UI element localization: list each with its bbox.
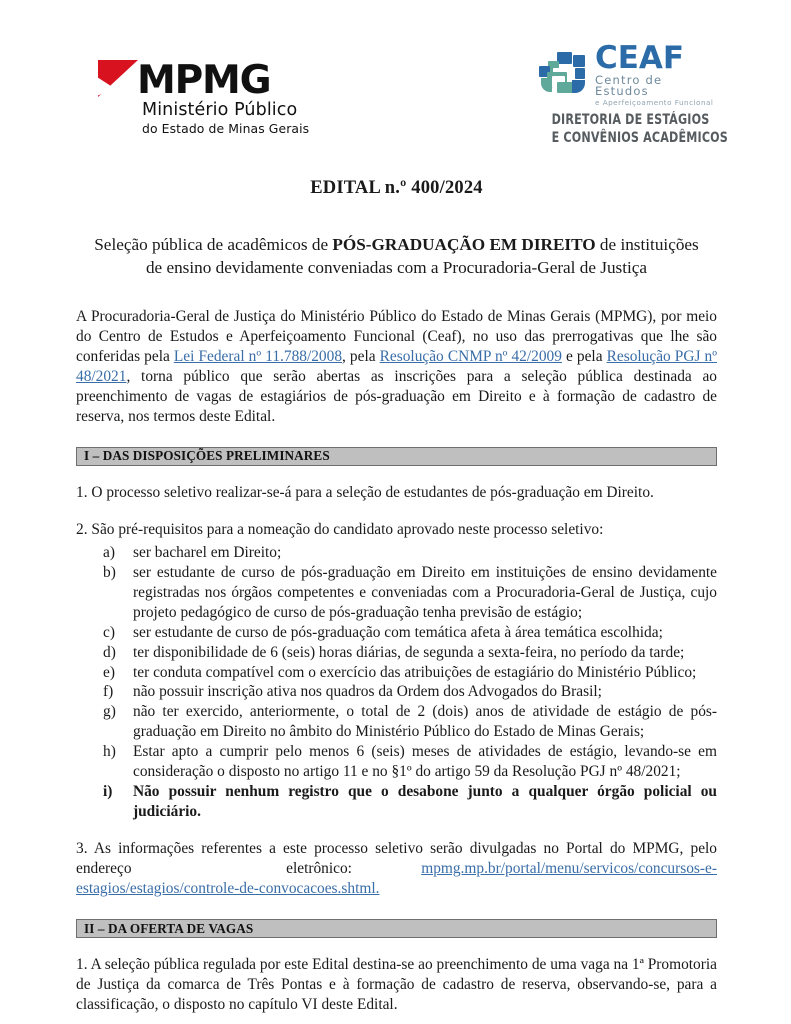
requirement-text: ter disponibilidade de 6 (seis) horas diárias, de segunda a sexta-feira, no período da tarde; [133, 643, 685, 661]
requirement-text: ter conduta compatível com o exercício das atribuições de estagiário do Ministério Público; [133, 663, 697, 681]
section-heading-i-label: I – DAS DISPOSIÇÕES PRELIMINARES [84, 448, 330, 464]
section-heading-ii-label: II – DA OFERTA DE VAGAS [84, 920, 254, 936]
requirement-marker: f) [103, 683, 114, 701]
requirement-marker: i) [103, 783, 113, 801]
requirement-text: Não possuir nenhum registro que o desabone junto a qualquer órgão policial ou judiciário. [133, 783, 717, 821]
link-resolucao-cnmp-42[interactable]: Resolução CNMP nº 42/2009 [379, 347, 562, 365]
ceaf-wordmark: CEAF [595, 40, 685, 77]
mpmg-logo [96, 58, 336, 136]
preamble-text-3: e pela [561, 347, 607, 365]
requirement-marker: d) [103, 643, 116, 661]
requirement-marker: g) [103, 703, 116, 721]
preamble-paragraph [76, 307, 717, 427]
requirement-item [76, 643, 717, 663]
requirement-text: ser bacharel em Direito; [133, 543, 282, 561]
edital-subtitle [90, 234, 703, 280]
subtitle-part-after: de instituições de ensino devidamente conveniadas com a Procuradoria-Geral de Justiça [145, 235, 699, 277]
ceaf-tagline-line2: e Aperfeiçoamento Funcional [595, 97, 714, 107]
requirement-marker: a) [103, 543, 115, 561]
preamble-text-2: , pela [342, 347, 380, 365]
ceaf-logo-top [539, 40, 719, 107]
requirement-item [76, 682, 717, 702]
requirement-text: não ter exercido, anteriormente, o total de 2 (dois) anos de atividade de estágio de pós-graduação em Direito no âmbito do Ministério Público do Estado de Minas Gerais; [133, 703, 717, 741]
section-i-item-3-text: 3. As informações referentes a este processo seletivo serão divulgadas no Portal do MPMG, pelo endereço eletrônico: [76, 840, 717, 878]
ceaf-tagline-line1: Centro de Estudos [595, 72, 663, 99]
requirement-text: ser estudante de curso de pós-graduação em Direito em instituições de ensino devidamente registradas nos órgãos competentes e conveniadas com a Procuradoria-Geral de Justiça, cujo projeto pedagógico de curso de pós-graduação tenha previsão de estágio; [133, 563, 717, 621]
section-ii-item-1: 1. A seleção pública regulada por este Edital destina-se ao preenchimento de uma vaga na 1ª Promotoria de Justiça da comarca de Três Pontas e à formação de cadastro de reserva, observando-se, para a classificação, o disposto no capítulo VI deste Edital. [76, 956, 717, 1014]
mpmg-triangle-icon [96, 58, 142, 98]
edital-title: EDITAL n.º 400/2024 [310, 178, 483, 198]
requirement-marker: c) [103, 623, 115, 641]
ceaf-text-block [595, 40, 719, 107]
requirement-item [76, 702, 717, 742]
document-body [0, 178, 791, 1015]
ceaf-squares-icon [539, 52, 589, 98]
requirement-item [76, 663, 717, 683]
ceaf-logo [539, 40, 728, 147]
requirement-item [76, 563, 717, 623]
document-header [0, 0, 791, 150]
subtitle-part-before: Seleção pública de acadêmicos de [94, 235, 333, 254]
requirement-item [76, 742, 717, 782]
mpmg-subtitle-line1: Ministério Público [142, 100, 298, 120]
requirement-marker: h) [103, 743, 116, 761]
section-i-item-2-intro: 2. São pré-requisitos para a nomeação do candidato aprovado neste processo seletivo: [76, 520, 604, 538]
requirement-item [76, 623, 717, 643]
requirement-text: ser estudante de curso de pós-graduação com temática afeta à área temática escolhida; [133, 623, 663, 641]
ceaf-directorate-line1: DIRETORIA DE ESTÁGIOS [551, 112, 710, 128]
mpmg-wordmark: MPMG [137, 57, 271, 103]
ceaf-directorate [551, 111, 728, 147]
requirement-text: Estar apto a cumprir pelo menos 6 (seis) meses de atividades de estágio, levando-se em consideração o disposto no artigo 11 e no §1º do artigo 59 da Resolução PGJ nº 48/2021; [133, 743, 717, 781]
subtitle-part-bold: PÓS-GRADUAÇÃO EM DIREITO [332, 235, 596, 254]
section-i-item-1: 1. O processo seletivo realizar-se-á para a seleção de estudantes de pós-graduação em Direito. [76, 483, 654, 501]
requirement-marker: b) [103, 563, 116, 581]
section-i-item-3 [76, 839, 717, 899]
mpmg-logo-top [96, 57, 336, 103]
link-portal-mpmg-convocacoes[interactable]: mpmg.mp.br/portal/menu/servicos/concursos-e-estagios/estagios/controle-de-convocacoes.shtml. [76, 860, 717, 898]
ceaf-directorate-line2: E CONVÊNIOS ACADÊMICOS [551, 130, 728, 146]
preamble-text-1: A Procuradoria-Geral de Justiça do Ministério Público do Estado de Minas Gerais (MPMG), por meio do Centro de Estudos e Aperfeiçoamento Funcional (Ceaf), no uso das prerrogativas que lhe são conferidas pela [76, 307, 717, 365]
requirement-item [76, 782, 717, 822]
section-heading-i [76, 447, 717, 466]
preamble-text-4: , torna público que serão abertas as inscrições para a seleção pública destinada ao preenchimento de vagas de estagiários de pós-graduação em Direito e à formação de cadastro de reserva, nos termos deste Edital. [76, 367, 717, 425]
link-resolucao-pgj-48[interactable]: Resolução PGJ nº 48/2021 [76, 347, 717, 385]
link-lei-federal-11788[interactable]: Lei Federal nº 11.788/2008 [173, 347, 343, 365]
requirements-list [76, 543, 717, 822]
requirement-item [76, 543, 717, 563]
requirement-text: não possuir inscrição ativa nos quadros da Ordem dos Advogados do Brasil; [133, 683, 602, 701]
section-heading-ii [76, 919, 717, 938]
requirement-marker: e) [103, 663, 115, 681]
mpmg-subtitle-line2: do Estado de Minas Gerais [142, 121, 310, 136]
